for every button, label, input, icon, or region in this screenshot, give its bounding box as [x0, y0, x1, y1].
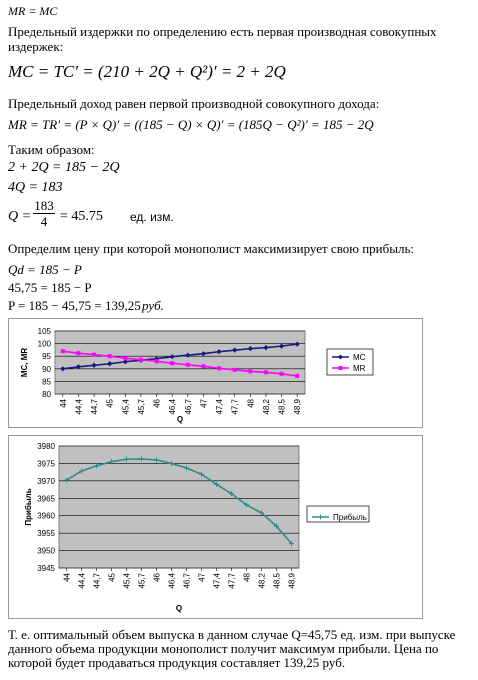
x-tick-label: 48,9	[293, 399, 303, 415]
y-tick-label: 3950	[37, 546, 55, 556]
y-axis-label: Прибыль	[24, 488, 33, 526]
x-tick-label: 44,7	[90, 399, 100, 415]
x-tick-label: 48,5	[277, 399, 287, 415]
formula-marginal-cost: MC = TC′ = (210 + 2Q + Q²)′ = 2 + 2Q	[8, 62, 286, 81]
unit-label: ед. изм.	[130, 210, 174, 224]
currency-label: руб.	[142, 298, 164, 313]
x-tick-label: 47	[199, 399, 209, 408]
data-point	[139, 358, 143, 362]
data-point	[76, 351, 80, 355]
equation-price-value: P = 185 − 45,75 = 139,25	[8, 298, 141, 313]
equation-demand-substituted: 45,75 = 185 − P	[8, 280, 92, 295]
x-tick-label: 45	[105, 399, 115, 408]
chart-mc-mr	[8, 318, 423, 428]
legend-label-MR: MR	[353, 364, 366, 373]
x-tick-label: 45	[107, 573, 117, 582]
x-tick-label: 44	[58, 399, 68, 408]
data-point	[186, 363, 190, 367]
fraction-numerator: 183	[34, 198, 54, 213]
x-axis-label: Q	[175, 604, 183, 613]
x-tick-label: 48,2	[261, 399, 271, 415]
x-tick-label: 48	[242, 573, 252, 582]
x-tick-label: 44,4	[77, 573, 87, 589]
y-tick-label: 3960	[37, 511, 55, 521]
x-tick-label: 46,7	[183, 399, 193, 415]
data-point	[280, 372, 284, 376]
x-tick-label: 47,7	[230, 399, 240, 415]
equation-4q: 4Q = 183	[8, 180, 63, 195]
chart-profit-svg	[9, 436, 422, 618]
formula-marginal-revenue: MR = TR′ = (P × Q)′ = ((185 − Q) × Q)′ = (185Q − Q²)′ = 185 − 2Q	[8, 117, 374, 132]
y-tick-label: 3955	[37, 529, 55, 539]
equation-equality: 2 + 2Q = 185 − 2Q	[8, 160, 120, 175]
x-tick-label: 46	[152, 399, 162, 408]
data-point	[108, 354, 112, 358]
data-point	[233, 368, 237, 372]
data-point	[170, 361, 174, 365]
paragraph-marginal-revenue: Предельный доход равен первой производной совокупного дохода:	[8, 96, 380, 111]
x-tick-label: 48,5	[272, 573, 282, 589]
x-tick-label: 44	[62, 573, 72, 582]
x-tick-label: 46,4	[167, 573, 177, 589]
data-point	[155, 359, 159, 363]
x-tick-label: 46,4	[168, 399, 178, 415]
chart-profit	[8, 435, 423, 619]
y-tick-label: 80	[42, 390, 51, 399]
x-tick-label: 47	[197, 573, 207, 582]
fraction	[33, 199, 55, 229]
fraction-denominator: 4	[40, 214, 48, 229]
plot-area	[59, 446, 299, 568]
x-tick-label: 48,2	[257, 573, 267, 589]
legend-label-Прибыль: Прибыль	[333, 513, 367, 522]
x-tick-label: 44,7	[92, 573, 102, 589]
paragraph-price: Определим цену при которой монополист максимизирует свою прибыль:	[8, 241, 414, 256]
optimality-condition: MR = MC	[8, 4, 58, 18]
x-tick-label: 47,4	[215, 399, 225, 415]
data-point	[61, 349, 65, 353]
x-axis-label: Q	[176, 415, 184, 424]
legend-marker	[339, 366, 343, 370]
y-tick-label: 95	[42, 352, 51, 362]
y-tick-label: 3970	[37, 476, 55, 486]
x-tick-label: 44,4	[74, 399, 84, 415]
equation-q-rhs: = 45.75	[60, 209, 103, 224]
data-point	[217, 366, 221, 370]
x-tick-label: 48	[246, 399, 256, 408]
x-tick-label: 45,4	[121, 399, 131, 415]
y-tick-label: 100	[37, 339, 51, 349]
data-point	[295, 374, 299, 378]
chart-mc-mr-svg	[9, 319, 422, 427]
x-tick-label: 46,7	[182, 573, 192, 589]
y-axis-label: MC, MR	[20, 347, 29, 378]
x-tick-label: 46	[152, 573, 162, 582]
data-point	[92, 353, 96, 357]
data-point	[123, 356, 127, 360]
x-tick-label: 45,7	[136, 399, 146, 415]
y-tick-label: 85	[42, 377, 51, 387]
legend-label-MC: MC	[353, 353, 366, 362]
equation-demand: Qd = 185 − P	[8, 262, 82, 277]
x-tick-label: 48,9	[287, 573, 297, 589]
plot-area	[55, 331, 305, 394]
legend	[327, 349, 373, 375]
paragraph-conclusion: Т. е. оптимальный объем выпуска в данном случае Q=45,75 ед. изм. при выпуске данного объема продукции монополист получит максимум прибыли. Цена по которой будет продаваться продукция составляет 139,25 руб.	[8, 627, 456, 670]
x-tick-label: 45,4	[122, 573, 132, 589]
paragraph-therefore: Таким образом:	[8, 142, 95, 157]
data-point	[201, 364, 205, 368]
x-tick-label: 45,7	[137, 573, 147, 589]
equation-q-lhs: Q =	[8, 209, 32, 224]
y-tick-label: 3980	[37, 442, 55, 451]
y-tick-label: 3965	[37, 494, 55, 504]
paragraph-marginal-cost: Предельный издержки по определению есть первая производная совокупных издержек:	[8, 24, 437, 54]
y-tick-label: 90	[42, 364, 51, 374]
x-tick-label: 47,4	[212, 573, 222, 589]
y-tick-label: 3975	[37, 459, 55, 469]
data-point	[248, 369, 252, 373]
data-point	[264, 370, 268, 374]
y-tick-label: 105	[37, 327, 51, 336]
y-tick-label: 3945	[37, 564, 55, 573]
x-tick-label: 47,7	[227, 573, 237, 589]
